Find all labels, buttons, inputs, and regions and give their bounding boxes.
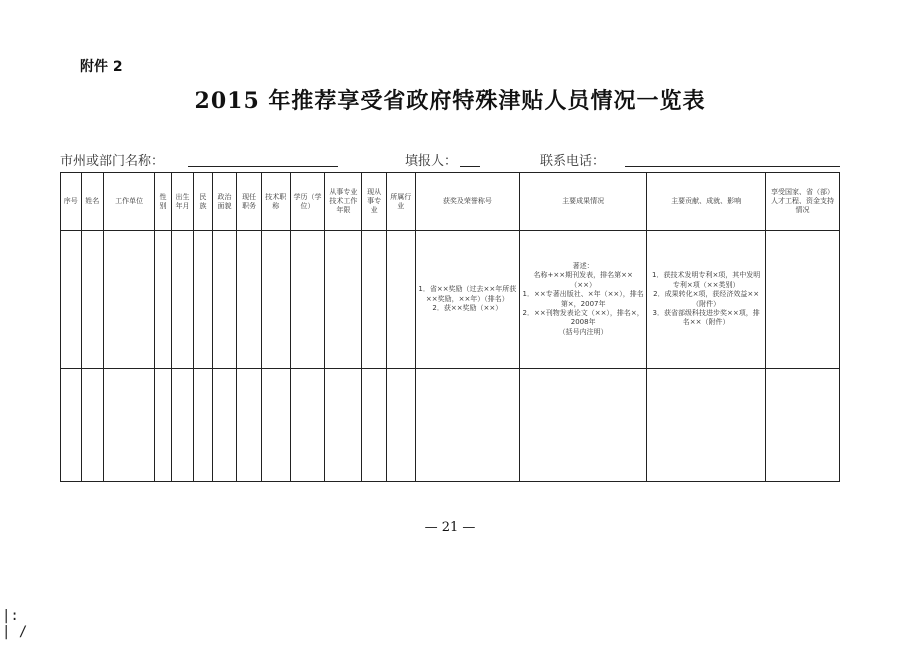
- page-title: 2015 年推荐享受省政府特殊津贴人员情况一览表: [194, 88, 706, 114]
- table-cell: [155, 231, 171, 369]
- col-header-awards: 获奖及荣誉称号: [415, 173, 520, 231]
- table-header-row: [61, 173, 840, 231]
- col-header-specialty: 现从事专业: [362, 173, 387, 231]
- form-meta-row: [60, 150, 850, 170]
- col-header-ethnicity: 民族: [194, 173, 212, 231]
- personnel-summary-table: [60, 172, 840, 482]
- table-cell: [647, 369, 766, 482]
- col-header-achievements: 主要成果情况: [520, 173, 647, 231]
- col-header-industry: 所属行业: [386, 173, 415, 231]
- table-row: [61, 369, 840, 482]
- table-cell: [362, 369, 387, 482]
- table-cell: [261, 231, 290, 369]
- col-header-years: 从事专业技术工作年限: [325, 173, 362, 231]
- table-cell: [415, 369, 520, 482]
- col-header-birth: 出生年月: [171, 173, 194, 231]
- table-cell: [766, 369, 840, 482]
- table-cell: [325, 369, 362, 482]
- table-cell: [194, 369, 212, 482]
- table-cell: [237, 231, 262, 369]
- col-header-title: 技术职称: [261, 173, 290, 231]
- col-header-gender: 性别: [155, 173, 171, 231]
- col-header-workplace: 工作单位: [104, 173, 155, 231]
- col-header-position: 现任职务: [237, 173, 262, 231]
- page-number: — 21 —: [424, 520, 476, 535]
- table-cell: [81, 369, 104, 482]
- org-name-label: 市州或部门名称：: [60, 154, 165, 169]
- table-cell: [194, 231, 212, 369]
- filler-underline: [460, 166, 480, 167]
- table-cell: [237, 369, 262, 482]
- col-header-contributions: 主要贡献、成就、影响: [647, 173, 766, 231]
- table-cell: [386, 231, 415, 369]
- sample-achievements-cell: 著述： 名称+××期刊发表，排名第××（××） 1．××专著出版社、×年（××），排名第×，2007年 2．××刊物发表论文（××），排名×，2008年 （括号内注明）: [520, 231, 647, 369]
- filler-label: 填报人：: [405, 154, 458, 169]
- col-header-name: 姓名: [81, 173, 104, 231]
- table-cell: [61, 369, 82, 482]
- table-cell: [171, 369, 194, 482]
- table-cell: [155, 369, 171, 482]
- table-row: [61, 231, 840, 369]
- table-cell: [290, 369, 325, 482]
- col-header-talent-programs: 享受国家、省（部）人才工程、资金支持情况: [766, 173, 840, 231]
- table-cell: [290, 231, 325, 369]
- table-cell: [520, 369, 647, 482]
- table-cell: [766, 231, 840, 369]
- col-header-education: 学历（学位）: [290, 173, 325, 231]
- col-header-index: 序号: [61, 173, 82, 231]
- phone-underline: [625, 166, 840, 167]
- col-header-political: 政治面貌: [212, 173, 237, 231]
- table-cell: [104, 369, 155, 482]
- sample-contributions-cell: 1．获技术发明专利×项，其中发明专利×项（××类别） 2．成果转化×项，获经济效益××（附件） 3．获省部级科技进步奖××项，排名××（附件）: [647, 231, 766, 369]
- attachment-label: 附件 2: [80, 59, 123, 75]
- table-cell: [81, 231, 104, 369]
- table-cell: [325, 231, 362, 369]
- org-underline: [188, 166, 338, 167]
- table-cell: [61, 231, 82, 369]
- scan-edge-marks: |: | /: [2, 608, 28, 640]
- sample-awards-cell: 1．省××奖励（过去××年所获××奖励，××年）（排名） 2．获××奖励（××）: [415, 231, 520, 369]
- table-cell: [171, 231, 194, 369]
- table-cell: [362, 231, 387, 369]
- table-cell: [212, 231, 237, 369]
- phone-label: 联系电话：: [540, 154, 606, 169]
- table-cell: [386, 369, 415, 482]
- table-cell: [104, 231, 155, 369]
- table-cell: [212, 369, 237, 482]
- table-cell: [261, 369, 290, 482]
